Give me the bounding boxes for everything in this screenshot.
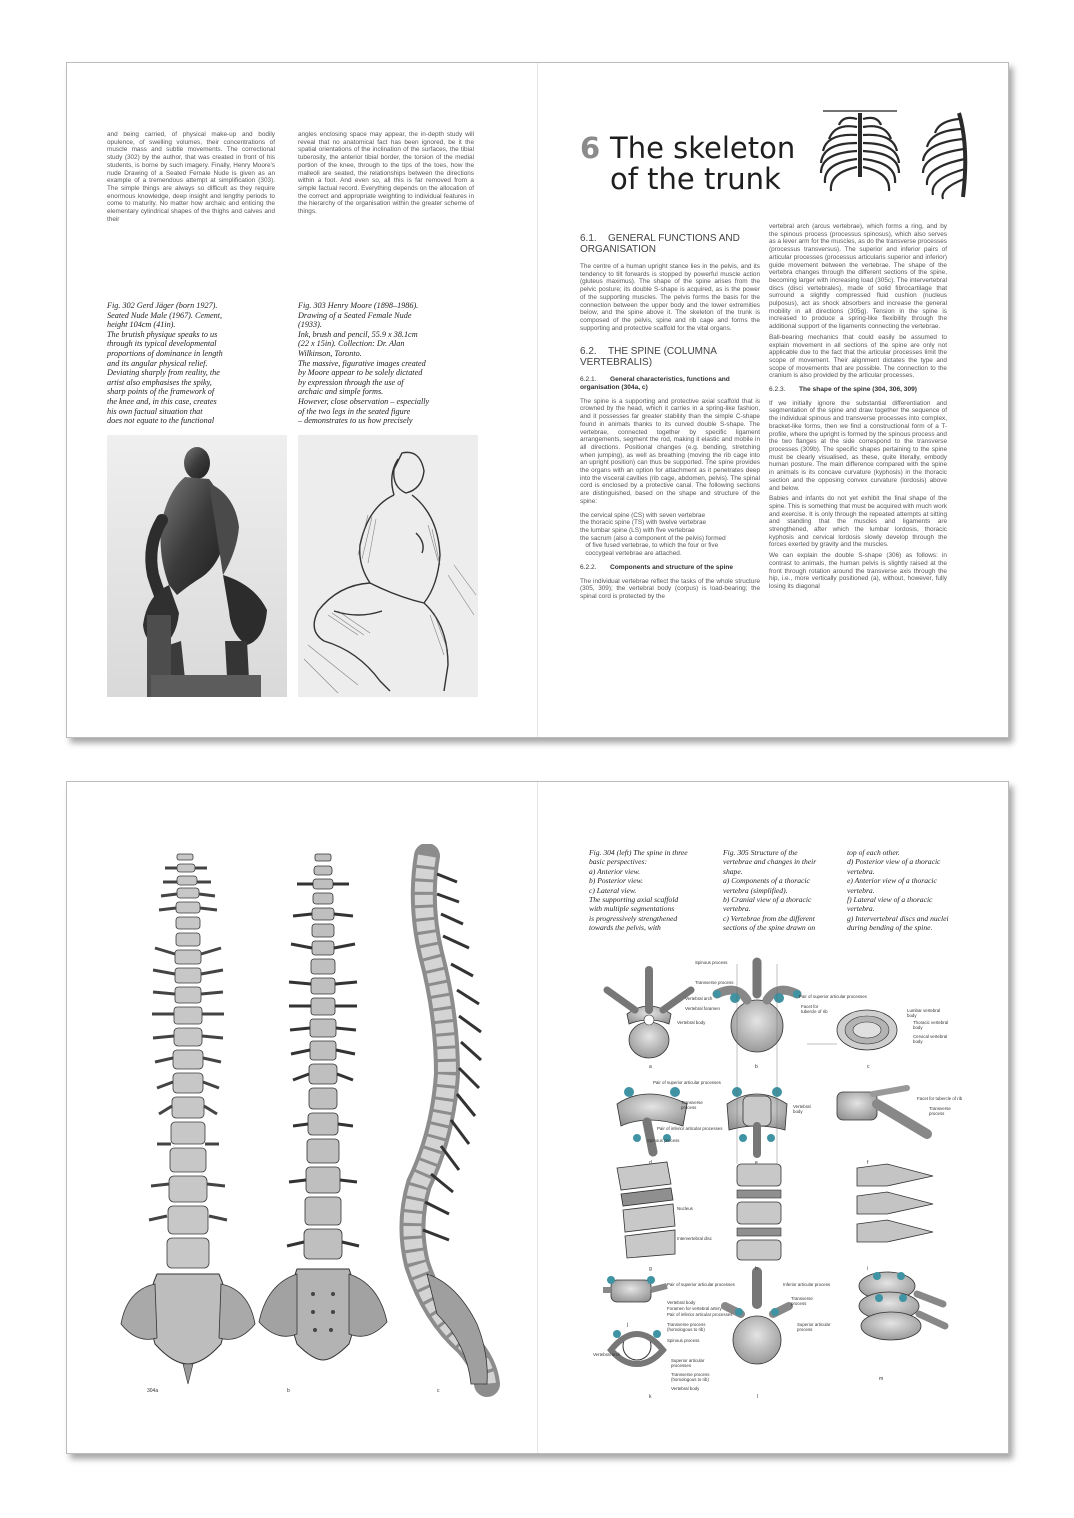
diagram-letter-g: g [649,1266,652,1272]
label-foramen-vertebral-artery: Foramen for vertebral artery [667,1306,722,1311]
paragraph: vertebral arch (arcus vertebrae), which forms a ring, and by the spinous process (processus spinosus), which also serves as a lever arm for the muscles, as do the transverse processes (processus transversus). The superior and inferior pairs of articular processes (processus articularis superior and inferior) guide movement between the vertebrae. The shape of the vertebra changes through the different sections of the spine, becoming larger with increasing load (305c). The intervertebral discs (disci vertebrales), made of solid fibrocartilage that surround a slightly compressed fluid cushion (nucleus pulposus), act as shock absorbers and increase the general mobility in all directions (305g). Tension in the spine is increased to produce a spring-like flexibility through the additional support of the ligaments connecting the vertebrae. [769,223,947,331]
diagram-letter-a: a [649,1064,652,1070]
label-inferior-articular-pair-3: Pair of inferior articular processes [667,1312,733,1317]
cervical-vertebra-k [611,1330,663,1364]
intervertebral-disc-i [857,1164,933,1242]
gutter [537,63,538,737]
diagram-letter-f: f [867,1160,869,1166]
label-vertebral-arch-3: Vertebral arch [593,1352,621,1357]
section-heading-6-2-2: 6.2.2. Components and structure of the spine [580,563,734,571]
spine-letter-b: b [287,1388,290,1394]
label-facet-tubercle-2: Facet for tubercle of rib [917,1096,963,1101]
paragraph: If we initially ignore the substantial differentiation and segmentation of the spine and draw together the sequence of the individual spinous and transverse processes into complex, bracket-like forms, then we find a constructional form of a T-profile, where the upright is formed by the spinous process and the two flanges at the side correspond to the transverse processes (309b). The specific shapes pertaining to the spine must be clearly visualised, as these, quite literally, embody human posture. The main difference compared with the spine in animals is its concave curvature (kyphosis) in the thoracic section and the opposing convex curvature (lordosis) above and below. [769,399,947,492]
diagram-letter-m: m [879,1376,884,1382]
label-vertebral-body-3: Vertebral body [667,1300,696,1305]
list-item: the cervical spine (CS) with seven vertebrae [580,511,706,519]
section-heading-6-2-3: 6.2.3. The shape of the spine (304, 306, 309) [769,386,917,394]
rib-cage-front-illustration [813,105,907,201]
vertebra-a [607,970,691,1058]
paragraph: angles enclosing space may appear, the in-depth study will reveal that no anatomical fact has been ignored, be it the spatial orientations of the inclination of the surfaces, the tibial tuberosity, the anterior tibial border, the torsion of the medial portion of the knee, through to the tips of the toes, how the malleoli are seated, the relationships between the directions within a foot. And even so, all this is far removed from a simple factual record. Everything depends on the allocation of the correct and appropriate weighting to individual features in the hierarchy of the organisation within the greater scheme of things. [298,131,474,216]
label-spinous-process: Spinous process [695,960,728,965]
cervical-vertebra-j [603,1276,667,1302]
paragraph: Ball-bearing mechanics that could easily be assumed to explain movement in all sections of the spine are only not applicable due to the fact that the articular processes limit the scope of movement. Their alignment dictates the type and scope of movements that are possible. The connection to the cranium is also provided by the articular processes. [769,333,947,380]
label-vertebral-body-2: Vertebral body [793,1104,811,1114]
paragraph: Babies and infants do not yet exhibit the final shape of the spine. This is something that must be acquired with much work and exercise. It is only through the repeated attempts at sitting and standing that the muscles and ligaments are strengthened, after which the lumbar lordosis, thoracic kyphosis and cervical lordosis slowly develop through the forces exerted by gravity and the muscles. [769,495,947,549]
label-inferior-articular-process: Inferior articular process [783,1282,831,1287]
list-item: coccygeal vertebrae are attached. [580,550,682,558]
spine-posterior-view [259,854,387,1360]
label-vertebral-foramen: Vertebral foramen [685,1006,720,1011]
spine-lateral-view [412,856,487,1384]
left-text-column-2 [298,131,474,219]
label-cervical-body: Cervical vertebral body [913,1034,948,1044]
paragraph: We can explain the double S-shape (306) as follows: in contrast to animals, the human pelvis is slightly raised at the front through rotation around the transverse axis through the hip, i.e., more vertically positioned (a), without, however, fully losing its diagonal [769,552,947,590]
label-vertebral-body: Vertebral body [677,1020,706,1025]
list-item: the thoracic spine (TS) with twelve vertebrae [580,519,707,527]
label-transverse-homologous: Transverse process (homologous to rib) [667,1322,706,1332]
chapter-number: 6 [580,131,601,165]
intervertebral-disc-g [617,1162,675,1258]
left-text-column-1 [107,131,275,226]
spine-anterior-view [121,854,255,1384]
paragraph: and being carried, of physical make-up and bodily opulence, of swelling volumes, their concentrations of muscle mass and subtle movements. The correctional study (302) by the author, that was created in front of his students, is borne by such imagery. Finally, Henry Moore's nude Drawing of a Seated Female Nude is given as an example of a tremendous attempt at simplification (303). The simple things are always so difficult as they require enormous knowledge, deep insight and lengthy periods to come to maturity. No matter how archaic and enticing the elementary cylindrical shapes of the thighs and calves and their [107,131,275,223]
right-text-column-2 [769,223,947,594]
label-spinous-process-3: Spinous process [667,1338,700,1343]
diagram-letter-j: j [627,1322,629,1328]
label-thoracic-body: Thoracic vertebral body [913,1020,949,1030]
label-intervertebral-disc: Intervertebral disc [677,1236,712,1241]
diagram-letter-h: h [755,1266,758,1272]
spine-letter-c: c [437,1388,440,1394]
gutter [537,782,538,1453]
diagram-letter-i: i [867,1266,869,1272]
list-item: of five fused vertebrae, to which the four or five [580,542,719,550]
diagram-letter-e: e [755,1160,758,1166]
spine-section-list [580,512,760,558]
vertebra-stack-m [859,1272,945,1340]
right-text-column-1 [580,223,760,604]
label-nucleus: Nucleus [677,1206,693,1211]
sculpture-photo-fig-302 [107,435,287,697]
book-spread-top [66,62,1009,738]
caption-fig-305-part2: top of each other. d) Posterior view of a thoracic vertebra. e) Anterior view of a thoracic vertebra. f) Lateral view of a thoracic vertebra. g) Intervertebral discs and nuclei during bending of the spine. [847,848,949,933]
label-vertebral-body-4: Vertebral body [671,1386,700,1391]
label-superior-articular-pair: Pair of superior articular processes [799,994,867,999]
label-superior-articular-process: Superior articular process [797,1322,831,1332]
list-item: the sacrum (also a component of the pelvis) formed [580,534,726,542]
diagram-letter-l: l [757,1394,759,1400]
list-item: the lumbar spine (LS) with five vertebrae [580,526,695,534]
vertebra-b [713,962,801,1052]
spine-three-views-illustration [107,844,527,1404]
paragraph: The spine is a supporting and protective axial scaffold that is crowned by the head, which it carries in a spring-like fashion, and it possesses far greater stability than the simple C-shape found in animals thanks to its curved double S-shape. The vertebrae, connected together by specific ligament arrangements, segment the rod, making it elastic and mobile in all directions. Positional changes (e.g. bending, stretching when jumping), as well as breathing (moving the rib cage into an upright position) can thus be supported. The spine provides the organs with an option for attachment as it penetrates deep into the visceral cavities (rib cage, abdomen, pelvis). The spinal cord is enclosed by a protective canal. The following sections are distinguished, based on the shape and structure of the spine: [580,397,760,505]
caption-fig-305-part1: Fig. 305 Structure of the vertebrae and changes in their shape. a) Components of a thoracic vertebra (simplified). b) Cranial view of a thoracic vertebra. c) Vertebrae from the different sections of the spine drawn on [723,848,817,933]
diagram-letter-d: d [649,1160,652,1166]
label-transverse-process-3: Transverse process [929,1106,951,1116]
label-transverse-homologous-2: Transverse process (homologous to rib) [671,1372,710,1382]
chapter-title: The skeleton of the trunk [610,131,796,196]
intervertebral-disc-h [737,1164,781,1260]
label-superior-articular-pair-3: Pair of superior articular processes [667,1282,735,1287]
caption-fig-304: Fig. 304 (left) The spine in three basic perspectives: a) Anterior view. b) Posterior view. c) Lateral view. The supporting axial scaffold with multiple segmentations is progressively strengthened towards the pelvis, with [589,848,688,933]
label-facet-tubercle: Facet for tubercle of rib [801,1004,828,1014]
label-lumbar-body: Lumbar vertebral body [907,1008,941,1018]
vertebra-c [837,1010,897,1050]
vertebra-e [727,1087,787,1154]
section-heading-6-1: 6.1. GENERAL FUNCTIONS AND ORGANISATION [580,233,740,255]
section-heading-6-2-1: 6.2.1. General characteristics, functions and organisation (304a, c) [580,376,730,392]
drawing-fig-303 [298,435,478,697]
label-transverse-process-2: Transverse process [681,1100,703,1110]
caption-fig-302: Fig. 302 Gerd Jäger (born 1927). Seated Nude Male (1967). Cement, height 104cm (41in). The brutish physique speaks to us through its typical developmental proportions of dominance in length and its angular physical relief. Deviating sharply from reality, the artist also emphasises the spiky, sharp points of the framework of the knee and, in this case, creates his own factual situation that does not equate to the functional [107,301,223,426]
label-spinous-process-2: Spinous process [647,1138,680,1143]
label-transverse-process-4: Transverse process [791,1296,813,1306]
label-inferior-articular-pair: Pair of inferior articular processes [657,1126,723,1131]
paragraph: The individual vertebrae reflect the tasks of the whole structure (305, 309); the vertebral body (corpus) is load-bearing; the spinal cord is protected by the [580,577,760,600]
paragraph: The centre of a human upright stance lies in the pelvis, and its tendency to tilt forwards is stopped by powerful muscle action (gluteus maximus). The shape of the spine arises from the pelvic posture; its double S-shape is acquired, as is the power of the supporting muscles. The pelvis forms the basis for the connection between the upper body and the lower extremities below, and the spine above it. The skeleton of the trunk is composed of the pelvis, spine and rib cage and forms the supporting and protective scaffold for the vital organs. [580,263,760,332]
label-superior-articular-processes: Superior articular processes [671,1358,705,1368]
spine-letter-a: 304a [147,1388,159,1394]
caption-fig-303: Fig. 303 Henry Moore (1898–1986). Drawing of a Seated Female Nude (1933). Ink, brush and pencil, 55.9 x 38.1cm (22 x 15in). Collection: Dr. Alan Wilkinson, Toronto. The massive, figurative images created by Moore appear to be solely dictated by expression through the use of archaic and simple forms. However, close observation – especially of the two legs in the seated figure – demonstrates to us how precisely [298,301,430,426]
label-superior-articular-pair-2: Pair of superior articular processes [653,1080,721,1085]
diagram-letter-c: c [867,1064,870,1070]
diagram-letter-b: b [755,1064,758,1070]
label-transverse-process: Transverse process [695,980,734,985]
label-vertebral-arch: Vertebral arch [685,996,713,1001]
section-heading-6-2: 6.2. THE SPINE (COLUMNA VERTEBRALIS) [580,346,717,369]
rib-cage-side-illustration [915,107,975,203]
diagram-letter-k: k [649,1394,652,1400]
vertebra-f [837,1088,927,1134]
book-spread-bottom [66,781,1009,1454]
